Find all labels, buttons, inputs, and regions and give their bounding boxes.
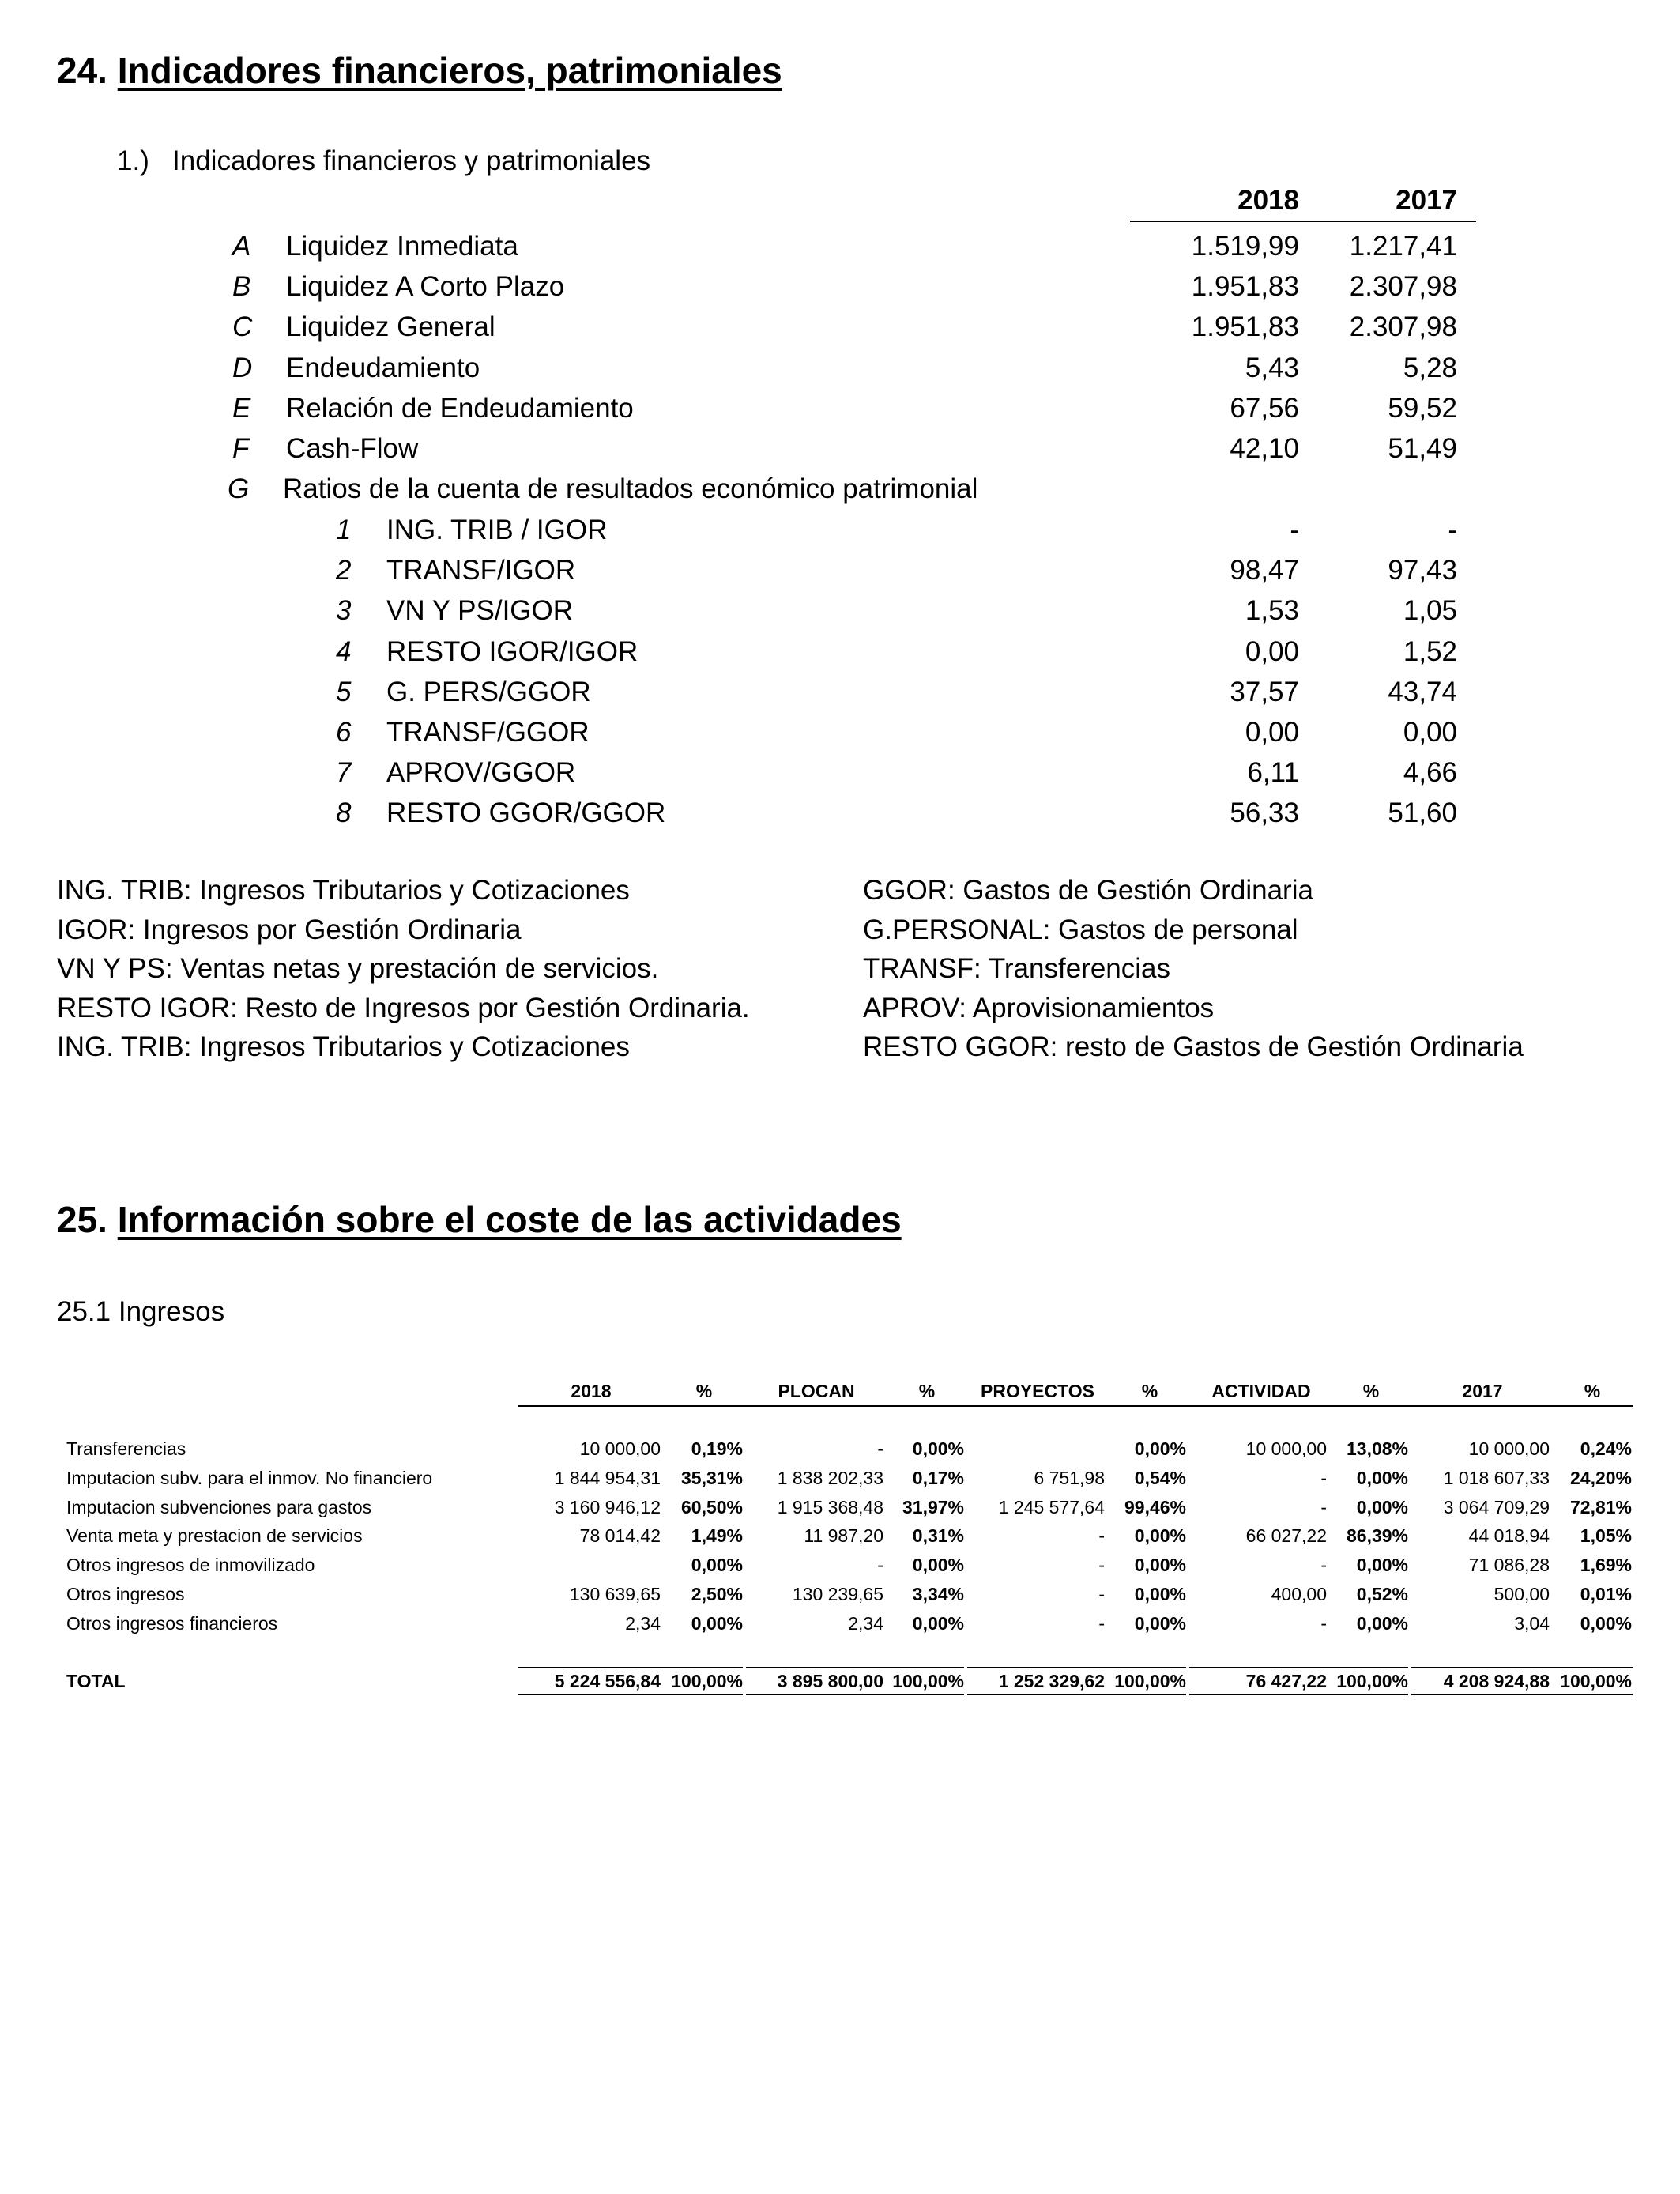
- table-cell: 0,00%: [912, 1438, 964, 1459]
- table-cell: -: [1098, 1555, 1105, 1576]
- legend-left-item: VN Y PS: Ventas netas y prestación de servicios.: [57, 953, 659, 984]
- ratio-value-2017: 0,00: [1403, 717, 1457, 748]
- table-cell: 1 844 954,31: [554, 1467, 661, 1488]
- ratio-value-2017: 51,60: [1388, 797, 1457, 829]
- indicator-value-2017: 1.217,41: [1349, 231, 1457, 262]
- indicator-value-2017: 2.307,98: [1349, 311, 1457, 343]
- table-cell: 2,34: [625, 1612, 661, 1634]
- table-cell: 1,05%: [1580, 1525, 1632, 1547]
- table-total-cell: 1 252 329,62: [998, 1671, 1105, 1691]
- section-24-heading: [57, 49, 782, 92]
- table-cell: 130 639,65: [569, 1584, 661, 1604]
- table-cell: 130 239,65: [792, 1584, 883, 1604]
- ratio-label: ING. TRIB / IGOR: [386, 515, 608, 545]
- indicator-letter: C: [232, 311, 253, 343]
- table-cell: 44 018,94: [1468, 1525, 1550, 1547]
- table-cell: 400,00: [1271, 1584, 1327, 1604]
- table-total-cell: 4 208 924,88: [1443, 1671, 1550, 1691]
- indicator-value-2018: 5,43: [1245, 352, 1299, 383]
- total-underline: [746, 1694, 964, 1695]
- indicator-value-2017: 51,49: [1388, 433, 1457, 464]
- indicator-label: Liquidez Inmediata: [286, 231, 518, 262]
- table-cell: 0,24%: [1580, 1438, 1632, 1459]
- table-cell: 10 000,00: [1468, 1438, 1550, 1459]
- legend-left-item: ING. TRIB: Ingresos Tributarios y Cotizaciones: [57, 1031, 630, 1062]
- table-cell: 2,34: [848, 1612, 883, 1634]
- indicator-label: Endeudamiento: [286, 352, 480, 383]
- table-column-header: %: [1362, 1381, 1380, 1401]
- table-total-label: TOTAL: [66, 1671, 126, 1691]
- legend-right-item: APROV: Aprovisionamientos: [863, 992, 1215, 1023]
- table-cell: 0,00%: [1134, 1555, 1186, 1576]
- table-cell: 1 838 202,33: [777, 1467, 883, 1488]
- table-cell: 0,00%: [912, 1612, 964, 1634]
- table-column-header: %: [1584, 1381, 1601, 1401]
- ratio-label: G. PERS/GGOR: [386, 676, 591, 707]
- total-underline: [1411, 1694, 1633, 1695]
- total-rule: [1189, 1667, 1408, 1668]
- table-cell: 66 027,22: [1245, 1525, 1327, 1547]
- indicator-value-2018: 42,10: [1230, 433, 1299, 464]
- ratio-value-2018: 37,57: [1230, 676, 1299, 707]
- table-cell: 72,81%: [1569, 1496, 1632, 1517]
- total-underline: [967, 1694, 1186, 1695]
- ratio-number: 3: [336, 595, 352, 627]
- table-row-label: Transferencias: [66, 1438, 186, 1459]
- table-cell: 0,01%: [1580, 1584, 1632, 1604]
- ratio-value-2017: 97,43: [1388, 555, 1457, 586]
- indicator-value-2018: 1.519,99: [1191, 231, 1299, 262]
- table-cell: 0,00%: [1356, 1612, 1408, 1634]
- ratio-value-2017: 4,66: [1403, 757, 1457, 789]
- table-cell: 0,19%: [691, 1438, 743, 1459]
- legend-left-item: ING. TRIB: Ingresos Tributarios y Cotizaciones: [57, 875, 630, 906]
- ratio-label: VN Y PS/IGOR: [386, 595, 574, 627]
- ratio-value-2018: 56,33: [1230, 797, 1299, 829]
- table-column-header: %: [1141, 1381, 1158, 1401]
- section-25-heading: [57, 1198, 902, 1241]
- table-row-label: Otros ingresos: [66, 1584, 185, 1604]
- ratio-label: RESTO IGOR/IGOR: [386, 635, 638, 667]
- ratio-number: 4: [336, 635, 352, 667]
- ratio-value-2017: 1,05: [1403, 595, 1457, 627]
- table-cell: -: [1320, 1467, 1327, 1488]
- ratio-number: 7: [336, 757, 352, 789]
- ratio-value-2018: 1,53: [1245, 595, 1299, 627]
- table-total-cell: 100,00%: [1336, 1671, 1408, 1691]
- table-cell: 10 000,00: [579, 1438, 661, 1459]
- ratio-value-2017: 1,52: [1403, 635, 1457, 667]
- table-cell: 3,04: [1514, 1612, 1550, 1634]
- indicator-value-2018: 1.951,83: [1191, 311, 1299, 343]
- table-column-header: 2017: [1462, 1381, 1503, 1401]
- table-column-header: ACTIVIDAD: [1211, 1381, 1311, 1401]
- table-cell: 99,46%: [1124, 1496, 1186, 1517]
- indicator-label: Liquidez General: [286, 311, 495, 343]
- table-row-label: Venta meta y prestacion de servicios: [66, 1525, 363, 1547]
- total-rule: [746, 1667, 964, 1668]
- table-cell: 0,52%: [1356, 1584, 1408, 1604]
- ratio-label: TRANSF/GGOR: [386, 717, 590, 748]
- ratio-number: 8: [336, 797, 352, 829]
- table-cell: 1 245 577,64: [998, 1496, 1105, 1517]
- ratio-number: 1: [336, 515, 352, 545]
- table-column-header: PLOCAN: [778, 1381, 855, 1401]
- indicator-value-2017: 5,28: [1403, 352, 1457, 383]
- table-row-label: Otros ingresos financieros: [66, 1612, 278, 1634]
- ratio-value-2018: 0,00: [1245, 635, 1299, 667]
- table-cell: -: [877, 1555, 883, 1576]
- ratio-number: 5: [336, 676, 352, 707]
- table-total-cell: 100,00%: [892, 1671, 964, 1691]
- ratio-label: APROV/GGOR: [386, 757, 576, 789]
- indicator-letter: A: [232, 231, 251, 262]
- table-cell: 0,00%: [1134, 1525, 1186, 1547]
- table-cell: 10 000,00: [1245, 1438, 1327, 1459]
- table-cell: 0,54%: [1134, 1467, 1186, 1488]
- table-cell: 0,17%: [912, 1467, 964, 1488]
- section-24-subtitle: 1.) Indicadores financieros y patrimoniales: [117, 145, 651, 176]
- table-cell: 0,00%: [912, 1555, 964, 1576]
- ratio-value-2017: 43,74: [1388, 676, 1457, 707]
- table-column-header: %: [918, 1381, 936, 1401]
- table-cell: 35,31%: [680, 1467, 743, 1488]
- table-cell: -: [1320, 1496, 1327, 1517]
- table-cell: 0,00%: [1580, 1612, 1632, 1634]
- table-cell: -: [1320, 1555, 1327, 1576]
- indicator-value-2017: 59,52: [1388, 392, 1457, 424]
- table-cell: 13,08%: [1346, 1438, 1408, 1459]
- indicator-value-2018: 67,56: [1230, 392, 1299, 424]
- table-cell: 0,00%: [1134, 1438, 1186, 1459]
- table-row-label: Otros ingresos de inmovilizado: [66, 1555, 315, 1576]
- section-25-number: 25.: [57, 1199, 107, 1240]
- table-cell: -: [1098, 1584, 1105, 1604]
- table-cell: 0,00%: [691, 1612, 743, 1634]
- table-cell: 3,34%: [912, 1584, 964, 1604]
- table-cell: 86,39%: [1346, 1525, 1408, 1547]
- table-total-cell: 3 895 800,00: [777, 1671, 883, 1691]
- table-cell: 0,31%: [912, 1525, 964, 1547]
- legend-left-item: RESTO IGOR: Resto de Ingresos por Gestión Ordinaria.: [57, 992, 750, 1023]
- table-cell: 3 160 946,12: [554, 1496, 661, 1517]
- legend-right-item: RESTO GGOR: resto de Gastos de Gestión Ordinaria: [863, 1031, 1524, 1062]
- table-total-cell: 100,00%: [1560, 1671, 1632, 1691]
- table-column-header: 2018: [571, 1381, 612, 1401]
- indicator-label: Cash-Flow: [286, 433, 419, 464]
- indicator-letter: G: [228, 473, 250, 505]
- legend-right-item: G.PERSONAL: Gastos de personal: [863, 914, 1298, 945]
- col-header-2018: 2018: [1237, 185, 1299, 216]
- section-24-number: 24.: [57, 50, 107, 91]
- indicator-letter: D: [232, 352, 253, 383]
- table-total-cell: 100,00%: [1114, 1671, 1186, 1691]
- ratio-value-2018: 0,00: [1245, 717, 1299, 748]
- total-underline: [518, 1694, 743, 1695]
- header-rule: [1130, 221, 1476, 222]
- table-cell: 6 751,98: [1034, 1467, 1105, 1488]
- table-row-label: Imputacion subv. para el inmov. No financiero: [66, 1467, 433, 1488]
- indicator-letter: F: [232, 433, 250, 464]
- table-cell: -: [1098, 1612, 1105, 1634]
- table-cell: 0,00%: [1134, 1612, 1186, 1634]
- table-cell: 71 086,28: [1468, 1555, 1550, 1576]
- indicator-label: Liquidez A Corto Plazo: [286, 271, 565, 303]
- table-cell: 1 018 607,33: [1443, 1467, 1550, 1488]
- table-cell: -: [1320, 1612, 1327, 1634]
- total-rule: [967, 1667, 1186, 1668]
- legend-left-item: IGOR: Ingresos por Gestión Ordinaria: [57, 914, 522, 945]
- indicator-letter: E: [232, 392, 251, 424]
- table-cell: 11 987,20: [804, 1525, 883, 1547]
- legend-right-item: GGOR: Gastos de Gestión Ordinaria: [863, 875, 1313, 906]
- table-cell: 3 064 709,29: [1443, 1496, 1550, 1517]
- table-total-cell: 100,00%: [671, 1671, 743, 1691]
- total-rule: [1411, 1667, 1633, 1668]
- table-cell: -: [1098, 1525, 1105, 1547]
- table-cell: 60,50%: [680, 1496, 743, 1517]
- table-cell: 31,97%: [902, 1496, 964, 1517]
- table-cell: 0,00%: [1356, 1467, 1408, 1488]
- table-total-cell: 76 427,22: [1245, 1671, 1327, 1691]
- table-header-rule: [518, 1405, 1633, 1407]
- table-cell: 0,00%: [691, 1555, 743, 1576]
- ratio-value-2018: 6,11: [1247, 757, 1299, 789]
- ratio-label: TRANSF/IGOR: [386, 555, 576, 586]
- table-cell: 500,00: [1494, 1584, 1550, 1604]
- table-cell: 2,50%: [691, 1584, 743, 1604]
- table-cell: 1,69%: [1580, 1555, 1632, 1576]
- total-rule: [518, 1667, 743, 1668]
- table-cell: -: [877, 1438, 883, 1459]
- table-cell: 24,20%: [1569, 1467, 1632, 1488]
- ratio-value-2018: -: [1290, 515, 1299, 545]
- ratio-label: RESTO GGOR/GGOR: [386, 797, 666, 829]
- ratio-number: 2: [336, 555, 352, 586]
- ratio-value-2017: -: [1448, 515, 1457, 545]
- indicator-label: Ratios de la cuenta de resultados económico patrimonial: [283, 473, 978, 505]
- indicator-value-2017: 2.307,98: [1349, 271, 1457, 303]
- ratio-value-2018: 98,47: [1230, 555, 1299, 586]
- col-header-2017: 2017: [1396, 185, 1457, 216]
- indicator-letter: B: [232, 271, 251, 303]
- section-25-title: Información sobre el coste de las actividades: [117, 1199, 902, 1240]
- indicator-value-2018: 1.951,83: [1191, 271, 1299, 303]
- legend-right-item: TRANSF: Transferencias: [863, 953, 1170, 984]
- table-total-cell: 5 224 556,84: [554, 1671, 661, 1691]
- table-row-label: Imputacion subvenciones para gastos: [66, 1496, 372, 1517]
- ratio-number: 6: [336, 717, 352, 748]
- table-cell: 1,49%: [691, 1525, 743, 1547]
- section-24-title: Indicadores financieros, patrimoniales: [117, 50, 782, 91]
- total-underline: [1189, 1694, 1408, 1695]
- table-cell: 78 014,42: [579, 1525, 661, 1547]
- indicator-label: Relación de Endeudamiento: [286, 392, 634, 424]
- table-cell: 0,00%: [1356, 1555, 1408, 1576]
- table-column-header: PROYECTOS: [981, 1381, 1094, 1401]
- section-25-subtitle: 25.1 Ingresos: [57, 1296, 225, 1327]
- table-cell: 1 915 368,48: [777, 1496, 883, 1517]
- table-cell: 0,00%: [1356, 1496, 1408, 1517]
- table-column-header: %: [695, 1381, 713, 1401]
- table-cell: 0,00%: [1134, 1584, 1186, 1604]
